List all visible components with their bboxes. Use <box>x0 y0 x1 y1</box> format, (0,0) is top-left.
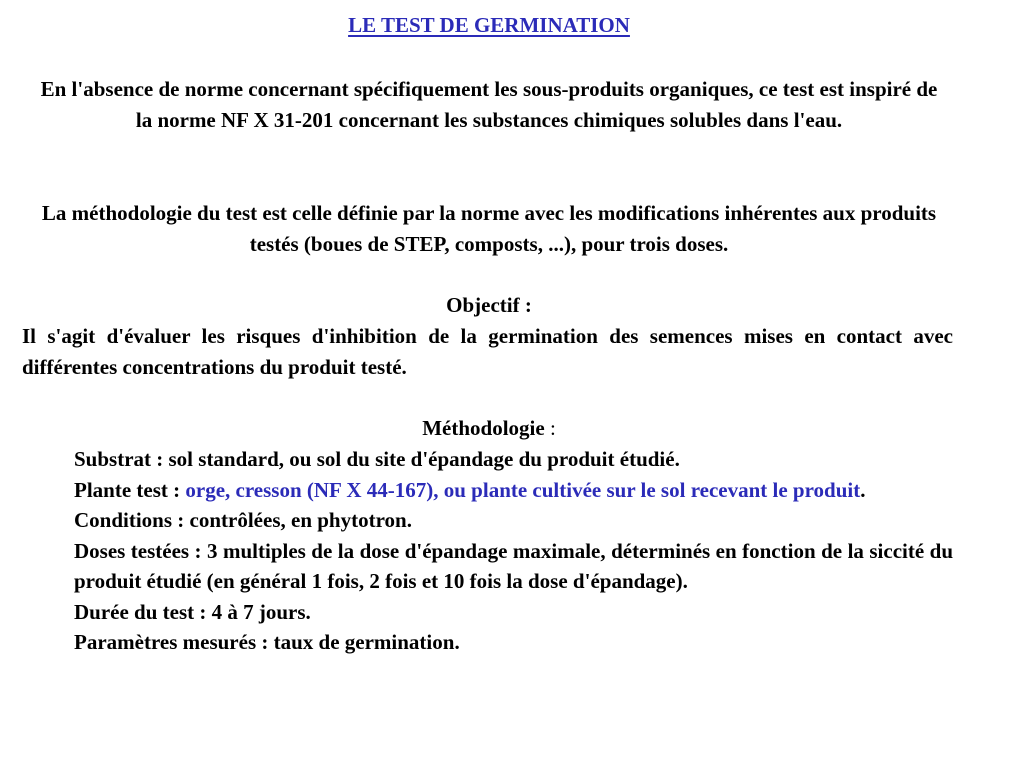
plante-test-label: Plante test : <box>74 477 186 502</box>
plante-test-item <box>74 475 953 506</box>
objective-heading: Objectif : <box>446 293 532 317</box>
substrat-item: Substrat : sol standard, ou sol du site d'épandage du produit étudié. <box>74 447 680 471</box>
conditions-item: Conditions : contrôlées, en phytotron. <box>74 508 412 532</box>
methodology-heading <box>0 413 978 444</box>
duree-item: Durée du test : 4 à 7 jours. <box>74 599 311 624</box>
methodology-list <box>74 444 953 658</box>
intro-paragraph: En l'absence de norme concernant spécifiquement les sous-produits organiques, ce test est inspiré de la norme NF X 31-201 concernant les substances chimiques solubles dans l'eau. <box>40 77 938 132</box>
plante-test-end: . <box>860 477 866 502</box>
parametres-item: Paramètres mesurés : taux de germination. <box>74 630 460 654</box>
methodology-heading-colon: : <box>544 416 556 440</box>
objective-text: Il s'agit d'évaluer les risques d'inhibition de la germination des semences mises en contact avec différentes concentrations du produit testé. <box>22 324 953 379</box>
doses-item: Doses testées : 3 multiples de la dose d'épandage maximale, déterminés en fonction de la siccité du produit étudié (en général 1 fois, 2 fois et 10 fois la dose d'épandage). <box>74 538 953 593</box>
methodology-heading-text: Méthodologie <box>422 416 545 440</box>
methodology-intro-paragraph: La méthodologie du test est celle définie par la norme avec les modifications inhérentes aux produits testés (boues de STEP, composts, ...), pour trois doses. <box>41 201 937 256</box>
slide-title: LE TEST DE GERMINATION <box>348 13 630 37</box>
plante-test-value: orge, cresson (NF X 44-167), ou plante cultivée sur le sol recevant le produit <box>185 477 861 502</box>
